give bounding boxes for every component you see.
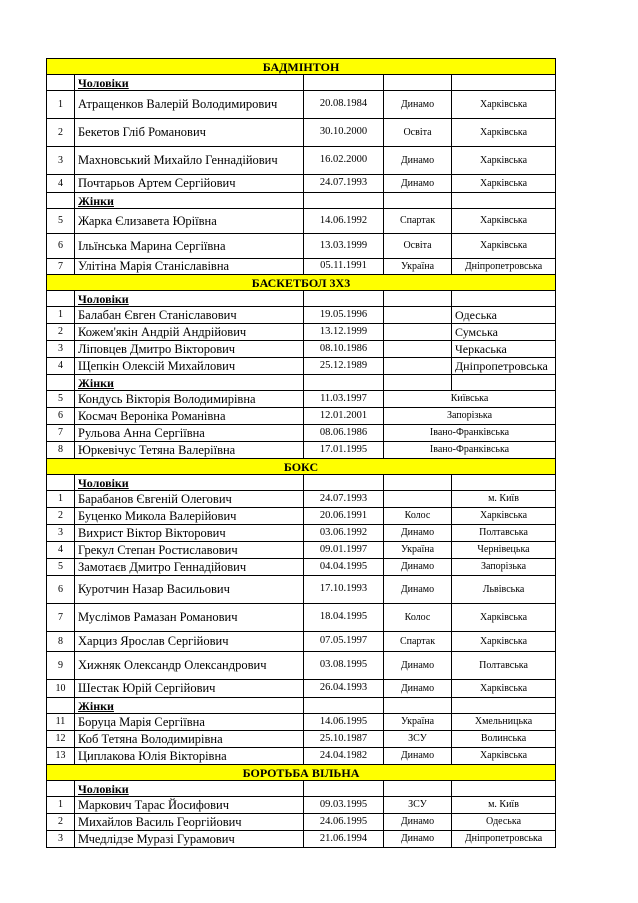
birth-date: 18.04.1995 [304, 604, 384, 632]
sport-title: БОРОТЬБА ВІЛЬНА [47, 765, 556, 781]
athlete-name: Ільїнська Марина Сергіївна [75, 234, 304, 259]
athlete-row [47, 604, 556, 632]
athlete-name: Рульова Анна Сергіївна [75, 425, 304, 442]
row-number: 10 [47, 680, 75, 698]
row-number: 2 [47, 119, 75, 147]
club-name: Колос [384, 508, 452, 525]
group-header-row [47, 781, 556, 797]
club-name: Колос [384, 604, 452, 632]
region: Івано-Франківська [384, 442, 556, 459]
region: Сумська [452, 324, 556, 341]
region: Дніпропетровська [452, 831, 556, 848]
row-number: 7 [47, 604, 75, 632]
group-date-cell [304, 781, 384, 797]
athlete-row [47, 391, 556, 408]
sport-title: БАДМІНТОН [47, 59, 556, 75]
athlete-name: Почтарьов Артем Сергійович [75, 175, 304, 193]
group-club-cell [384, 193, 452, 209]
group-num-cell [47, 475, 75, 491]
athlete-name: Грекул Степан Ростиславович [75, 542, 304, 559]
athlete-row [47, 632, 556, 652]
group-date-cell [304, 193, 384, 209]
athlete-name: Харциз Ярослав Сергійович [75, 632, 304, 652]
group-header-row [47, 291, 556, 307]
row-number: 2 [47, 324, 75, 341]
row-number: 12 [47, 731, 75, 748]
athlete-row [47, 341, 556, 358]
club-name: Динамо [384, 147, 452, 175]
group-num-cell [47, 291, 75, 307]
row-number: 5 [47, 559, 75, 576]
birth-date: 20.08.1984 [304, 91, 384, 119]
birth-date: 24.07.1993 [304, 491, 384, 508]
region: Харківська [452, 632, 556, 652]
row-number: 5 [47, 391, 75, 408]
group-label: Чоловіки [75, 475, 304, 491]
birth-date: 09.03.1995 [304, 797, 384, 814]
sport-header-row [47, 765, 556, 781]
row-number: 1 [47, 797, 75, 814]
athlete-name: Жарка Єлизавета Юріївна [75, 209, 304, 234]
group-region-cell [452, 698, 556, 714]
athlete-row [47, 259, 556, 275]
club-name: Динамо [384, 576, 452, 604]
athlete-name: Михайлов Василь Георгійович [75, 814, 304, 831]
athlete-name: Кожем'якін Андрій Андрійович [75, 324, 304, 341]
athlete-name: Щепкін Олексій Михайлович [75, 358, 304, 375]
athlete-name: Буценко Микола Валерійович [75, 508, 304, 525]
region: Волинська [452, 731, 556, 748]
club-name: Освіта [384, 119, 452, 147]
group-label: Чоловіки [75, 75, 304, 91]
athlete-row [47, 91, 556, 119]
club-name: Динамо [384, 559, 452, 576]
sport-header-row [47, 275, 556, 291]
club-name: Динамо [384, 91, 452, 119]
group-region-cell [452, 375, 556, 391]
region: Львівська [452, 576, 556, 604]
club-name [384, 358, 452, 375]
row-number: 8 [47, 632, 75, 652]
club-name: Освіта [384, 234, 452, 259]
group-club-cell [384, 698, 452, 714]
athlete-name: Атращенков Валерій Володимирович [75, 91, 304, 119]
birth-date: 25.10.1987 [304, 731, 384, 748]
athlete-name: Бекетов Гліб Романович [75, 119, 304, 147]
club-name [384, 324, 452, 341]
region: Черкаська [452, 341, 556, 358]
group-date-cell [304, 75, 384, 91]
athlete-row [47, 714, 556, 731]
athlete-name: Юркевічус Тетяна Валеріївна [75, 442, 304, 459]
birth-date: 16.02.2000 [304, 147, 384, 175]
region: Дніпропетровська [452, 358, 556, 375]
athlete-row [47, 731, 556, 748]
athlete-name: Коб Тетяна Володимирівна [75, 731, 304, 748]
athlete-name: Мчедлідзе Муразі Гурамович [75, 831, 304, 848]
row-number: 3 [47, 341, 75, 358]
club-name: Спартак [384, 632, 452, 652]
group-date-cell [304, 375, 384, 391]
birth-date: 13.12.1999 [304, 324, 384, 341]
group-label: Чоловіки [75, 781, 304, 797]
athlete-row [47, 491, 556, 508]
group-label: Чоловіки [75, 291, 304, 307]
athlete-row [47, 175, 556, 193]
club-name: Динамо [384, 525, 452, 542]
region: Харківська [452, 234, 556, 259]
birth-date: 08.10.1986 [304, 341, 384, 358]
group-region-cell [452, 193, 556, 209]
row-number: 4 [47, 358, 75, 375]
row-number: 7 [47, 259, 75, 275]
group-club-cell [384, 291, 452, 307]
athlete-row [47, 814, 556, 831]
birth-date: 07.05.1997 [304, 632, 384, 652]
region: Одеська [452, 307, 556, 324]
row-number: 1 [47, 307, 75, 324]
athlete-name: Муслімов Рамазан Романович [75, 604, 304, 632]
row-number: 7 [47, 425, 75, 442]
birth-date: 04.04.1995 [304, 559, 384, 576]
roster-sheet [46, 58, 555, 848]
athlete-name: Космач Вероніка Романівна [75, 408, 304, 425]
birth-date: 14.06.1992 [304, 209, 384, 234]
row-number: 6 [47, 234, 75, 259]
birth-date: 30.10.2000 [304, 119, 384, 147]
row-number: 3 [47, 147, 75, 175]
row-number: 6 [47, 576, 75, 604]
group-club-cell [384, 475, 452, 491]
athlete-name: Барабанов Євгеній Олегович [75, 491, 304, 508]
group-date-cell [304, 291, 384, 307]
group-header-row [47, 193, 556, 209]
club-name: ЗСУ [384, 797, 452, 814]
birth-date: 14.06.1995 [304, 714, 384, 731]
athlete-row [47, 508, 556, 525]
club-name: Україна [384, 542, 452, 559]
region: Одеська [452, 814, 556, 831]
birth-date: 03.06.1992 [304, 525, 384, 542]
group-num-cell [47, 375, 75, 391]
group-num-cell [47, 781, 75, 797]
athlete-row [47, 307, 556, 324]
birth-date: 08.06.1986 [304, 425, 384, 442]
athlete-row [47, 442, 556, 459]
group-region-cell [452, 781, 556, 797]
sport-title: БОКС [47, 459, 556, 475]
region: м. Київ [452, 797, 556, 814]
row-number: 5 [47, 209, 75, 234]
birth-date: 09.01.1997 [304, 542, 384, 559]
row-number: 2 [47, 814, 75, 831]
athlete-name: Боруца Марія Сергіївна [75, 714, 304, 731]
athlete-name: Куротчин Назар Васильович [75, 576, 304, 604]
row-number: 8 [47, 442, 75, 459]
club-name: Динамо [384, 748, 452, 765]
row-number: 6 [47, 408, 75, 425]
athlete-row [47, 209, 556, 234]
group-header-row [47, 475, 556, 491]
athlete-row [47, 425, 556, 442]
group-header-row [47, 698, 556, 714]
region: Харківська [452, 91, 556, 119]
row-number: 11 [47, 714, 75, 731]
sport-header-row [47, 459, 556, 475]
club-name: Динамо [384, 831, 452, 848]
row-number: 13 [47, 748, 75, 765]
row-number: 2 [47, 508, 75, 525]
athlete-row [47, 234, 556, 259]
club-name: ЗСУ [384, 731, 452, 748]
region: Запорізька [452, 559, 556, 576]
athlete-name: Циплакова Юлія Вікторівна [75, 748, 304, 765]
region: Харківська [452, 147, 556, 175]
birth-date: 13.03.1999 [304, 234, 384, 259]
club-name: Динамо [384, 814, 452, 831]
athlete-row [47, 358, 556, 375]
athlete-name: Улітіна Марія Станіславівна [75, 259, 304, 275]
club-name: Динамо [384, 680, 452, 698]
athlete-row [47, 525, 556, 542]
athlete-row [47, 748, 556, 765]
region: Івано-Франківська [384, 425, 556, 442]
athlete-row [47, 542, 556, 559]
club-name [384, 341, 452, 358]
club-name: Україна [384, 714, 452, 731]
group-region-cell [452, 75, 556, 91]
athlete-row [47, 576, 556, 604]
birth-date: 24.07.1993 [304, 175, 384, 193]
sport-header-row [47, 59, 556, 75]
athlete-name: Замотаєв Дмитро Геннадійович [75, 559, 304, 576]
athlete-name: Махновський Михайло Геннадійович [75, 147, 304, 175]
region: м. Київ [452, 491, 556, 508]
birth-date: 21.06.1994 [304, 831, 384, 848]
row-number: 3 [47, 525, 75, 542]
birth-date: 24.06.1995 [304, 814, 384, 831]
group-header-row [47, 375, 556, 391]
birth-date: 19.05.1996 [304, 307, 384, 324]
athlete-name: Вихрист Віктор Вікторович [75, 525, 304, 542]
region: Харківська [452, 748, 556, 765]
athlete-row [47, 797, 556, 814]
athlete-row [47, 324, 556, 341]
region: Хмельницька [452, 714, 556, 731]
athlete-name: Шестак Юрій Сергійович [75, 680, 304, 698]
athlete-row [47, 559, 556, 576]
group-date-cell [304, 475, 384, 491]
region: Харківська [452, 119, 556, 147]
birth-date: 24.04.1982 [304, 748, 384, 765]
group-label: Жінки [75, 193, 304, 209]
row-number: 1 [47, 91, 75, 119]
birth-date: 26.04.1993 [304, 680, 384, 698]
athlete-name: Ліповцев Дмитро Вікторович [75, 341, 304, 358]
athlete-table [46, 58, 556, 848]
row-number: 4 [47, 542, 75, 559]
birth-date: 25.12.1989 [304, 358, 384, 375]
club-name: Спартак [384, 209, 452, 234]
group-num-cell [47, 698, 75, 714]
group-club-cell [384, 75, 452, 91]
region: Дніпропетровська [452, 259, 556, 275]
birth-date: 12.01.2001 [304, 408, 384, 425]
sport-title: БАСКЕТБОЛ 3Х3 [47, 275, 556, 291]
region: Полтавська [452, 652, 556, 680]
athlete-name: Кондусь Вікторія Володимирівна [75, 391, 304, 408]
club-name [384, 491, 452, 508]
club-name [384, 307, 452, 324]
birth-date: 05.11.1991 [304, 259, 384, 275]
group-region-cell [452, 475, 556, 491]
club-name: Україна [384, 259, 452, 275]
region: Київська [384, 391, 556, 408]
athlete-row [47, 680, 556, 698]
group-club-cell [384, 375, 452, 391]
group-num-cell [47, 193, 75, 209]
region: Харківська [452, 680, 556, 698]
region: Харківська [452, 209, 556, 234]
athlete-name: Хижняк Олександр Олександрович [75, 652, 304, 680]
athlete-row [47, 408, 556, 425]
athlete-row [47, 119, 556, 147]
birth-date: 03.08.1995 [304, 652, 384, 680]
athlete-name: Балабан Євген Станіславович [75, 307, 304, 324]
row-number: 4 [47, 175, 75, 193]
row-number: 3 [47, 831, 75, 848]
group-num-cell [47, 75, 75, 91]
group-club-cell [384, 781, 452, 797]
athlete-row [47, 147, 556, 175]
group-date-cell [304, 698, 384, 714]
birth-date: 20.06.1991 [304, 508, 384, 525]
athlete-row [47, 831, 556, 848]
club-name: Динамо [384, 652, 452, 680]
birth-date: 17.10.1993 [304, 576, 384, 604]
group-header-row [47, 75, 556, 91]
group-label: Жінки [75, 698, 304, 714]
region: Харківська [452, 175, 556, 193]
athlete-name: Маркович Тарас Йосифович [75, 797, 304, 814]
birth-date: 11.03.1997 [304, 391, 384, 408]
region: Запорізька [384, 408, 556, 425]
club-name: Динамо [384, 175, 452, 193]
region: Харківська [452, 508, 556, 525]
region: Харківська [452, 604, 556, 632]
region: Полтавська [452, 525, 556, 542]
row-number: 9 [47, 652, 75, 680]
row-number: 1 [47, 491, 75, 508]
region: Чернівецька [452, 542, 556, 559]
group-label: Жінки [75, 375, 304, 391]
athlete-row [47, 652, 556, 680]
group-region-cell [452, 291, 556, 307]
birth-date: 17.01.1995 [304, 442, 384, 459]
